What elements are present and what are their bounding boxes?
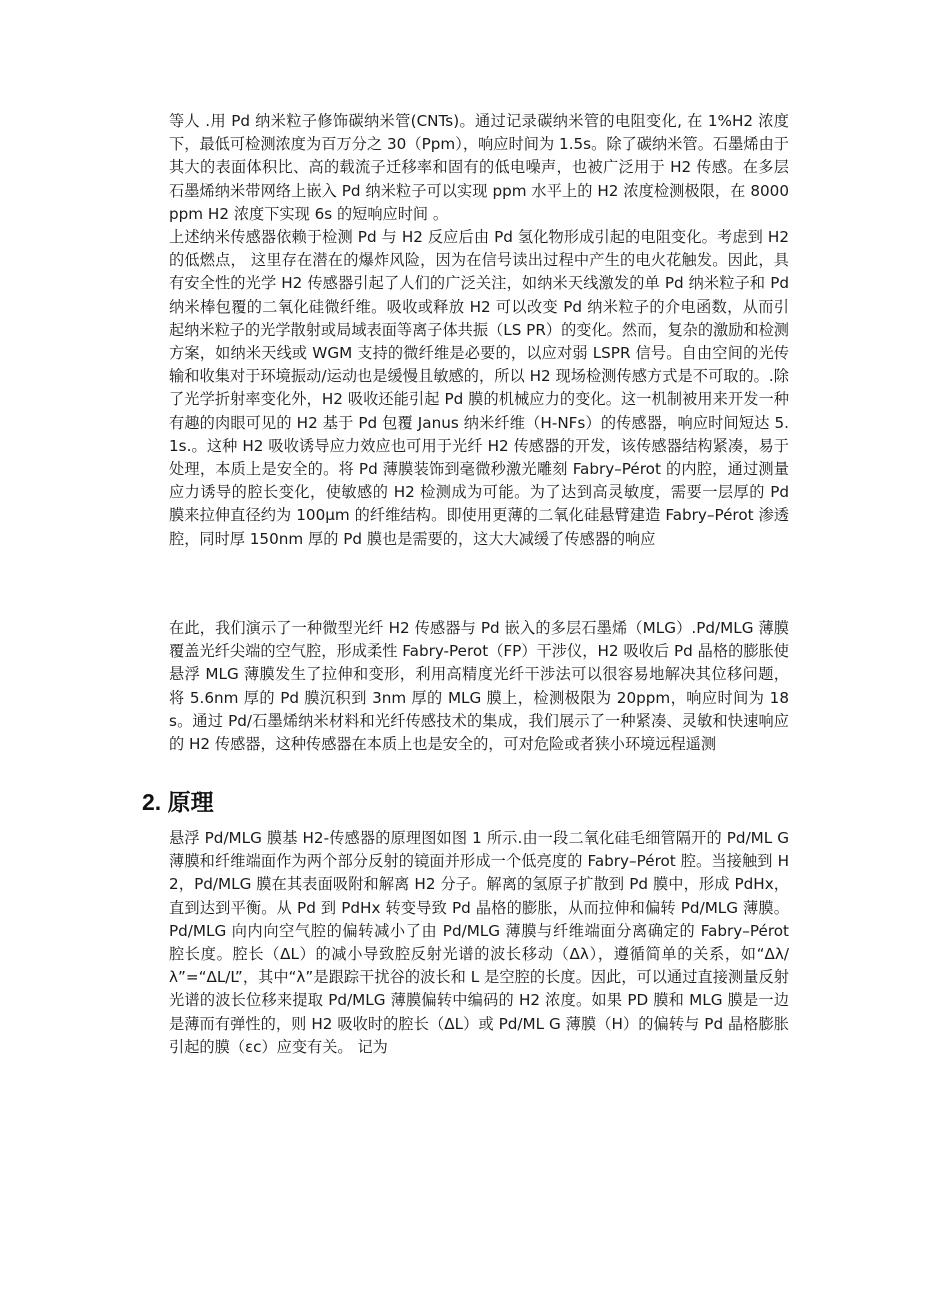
section-heading-principle: 2. 原理 [142,789,214,815]
document-page [142,110,789,1107]
paragraph-principle: 悬浮 Pd/MLG 膜基 H2-传感器的原理图如图 1 所示.由一段二氧化硅毛细管隔开的 Pd/ML G 薄膜和纤维端面作为两个部分反射的镜面并形成一个低亮度的 Fabry–Pérot 腔。当接触到 H2，Pd/MLG 膜在其表面吸附和解离 H2 分子。解离的氢原子扩散到 Pd 膜中，形成 PdHx，直到达到平衡。从 Pd 到 PdHx 转变导致 Pd 晶格的膨胀，从而拉伸和偏转 Pd/MLG 薄膜。Pd/MLG 向内向空气腔的偏转减小了由 Pd/MLG 薄膜与纤维端面分离确定的 Fabry–Pérot 腔长度。腔长（ΔL）的减小导致腔反射光谱的波长移动（Δλ），遵循简单的关系，如“Δλ/λ”=“ΔL/L”，其中“λ”是跟踪干扰谷的波长和 L 是空腔的长度。因此，可以通过直接测量反射光谱的波长位移来提取 Pd/MLG 薄膜偏转中编码的 H2 浓度。如果 PD 膜和 MLG 膜是一边是薄而有弹性的，则 H2 吸收时的腔长（ΔL）或 Pd/ML G 薄膜（H）的偏转与 Pd 晶格膨胀引起的膜（εc）应变有关。 记为 [169,829,789,1056]
paragraph-intro-cnt-graphene: 等人 .用 Pd 纳米粒子修饰碳纳米管(CNTs)。通过记录碳纳米管的电阻变化, 在 1%H2 浓度下，最低可检测浓度为百万分之 30（Ppm），响应时间为 1.5s。除了碳纳米管。石墨烯由于其大的表面体积比、高的载流子迁移率和固有的低电噪声，也被广泛用于 H2 传感。在多层石墨烯纳米带网络上嵌入 Pd 纳米粒子可以实现 ppm 水平上的 H2 浓度检测极限，在 8000ppm H2 浓度下实现 6s 的短响应时间 。 [169,112,789,223]
paragraph-present-work: 在此，我们演示了一种微型光纤 H2 传感器与 Pd 嵌入的多层石墨烯（MLG）.Pd/MLG 薄膜覆盖光纤尖端的空气腔，形成柔性 Fabry-Perot（FP）干涉仪，H2 吸收后 Pd 晶格的膨胀使悬浮 MLG 薄膜发生了拉伸和变形，利用高精度光纤干涉法可以很容易地解决其位移问题，将 5.6nm 厚的 Pd 膜沉积到 3nm 厚的 MLG 膜上，检测极限为 20ppm，响应时间为 18s。通过 Pd/石墨烯纳米材料和光纤传感技术的集成，我们展示了一种紧凑、灵敏和快速响应的 H2 传感器，这种传感器在本质上也是安全的，可对危险或者狭小环境远程遥测 [169,619,789,754]
paragraph-optical-sensors: 上述纳米传感器依赖于检测 Pd 与 H2 反应后由 Pd 氢化物形成引起的电阻变化。考虑到 H2 的低燃点， 这里存在潜在的爆炸风险，因为在信号读出过程中产生的电火花触发。因此，具有安全性的光学 H2 传感器引起了人们的广泛关注，如纳米天线激发的单 Pd 纳米粒子和 Pd 纳米棒包覆的二氧化硅微纤维。吸收或释放 H2 可以改变 Pd 纳米粒子的介电函数，从而引起纳米粒子的光学散射或局域表面等离子体共振（LS PR）的变化。然而，复杂的激励和检测方案，如纳米天线或 WGM 支持的微纤维是必要的，以应对弱 LSPR 信号。自由空间的光传输和收集对于环境振动/运动也是缓慢且敏感的，所以 H2 现场检测传感方式是不可取的。.除了光学折射率变化外，H2 吸收还能引起 Pd 膜的机械应力的变化。这一机制被用来开发一种有趣的肉眼可见的 H2 基于 Pd 包覆 Janus 纳米纤维（H-NFs）的传感器，响应时间短达 5.1s.。这种 H2 吸收诱导应力效应也可用于光纤 H2 传感器的开发，该传感器结构紧凑，易于处理，本质上是安全的。将 Pd 薄膜装饰到毫微秒激光雕刻 Fabry–Pérot 的内腔，通过测量应力诱导的腔长变化，使敏感的 H2 检测成为可能。为了达到高灵敏度，需要一层厚的 Pd 膜来拉伸直径约为 100μm 的纤维结构。即使用更薄的二氧化硅悬臂建造 Fabry–Pérot 渗透腔，同时厚 150nm 厚的 Pd 膜也是需要的，这大大减缓了传感器的响应 [169,228,789,548]
